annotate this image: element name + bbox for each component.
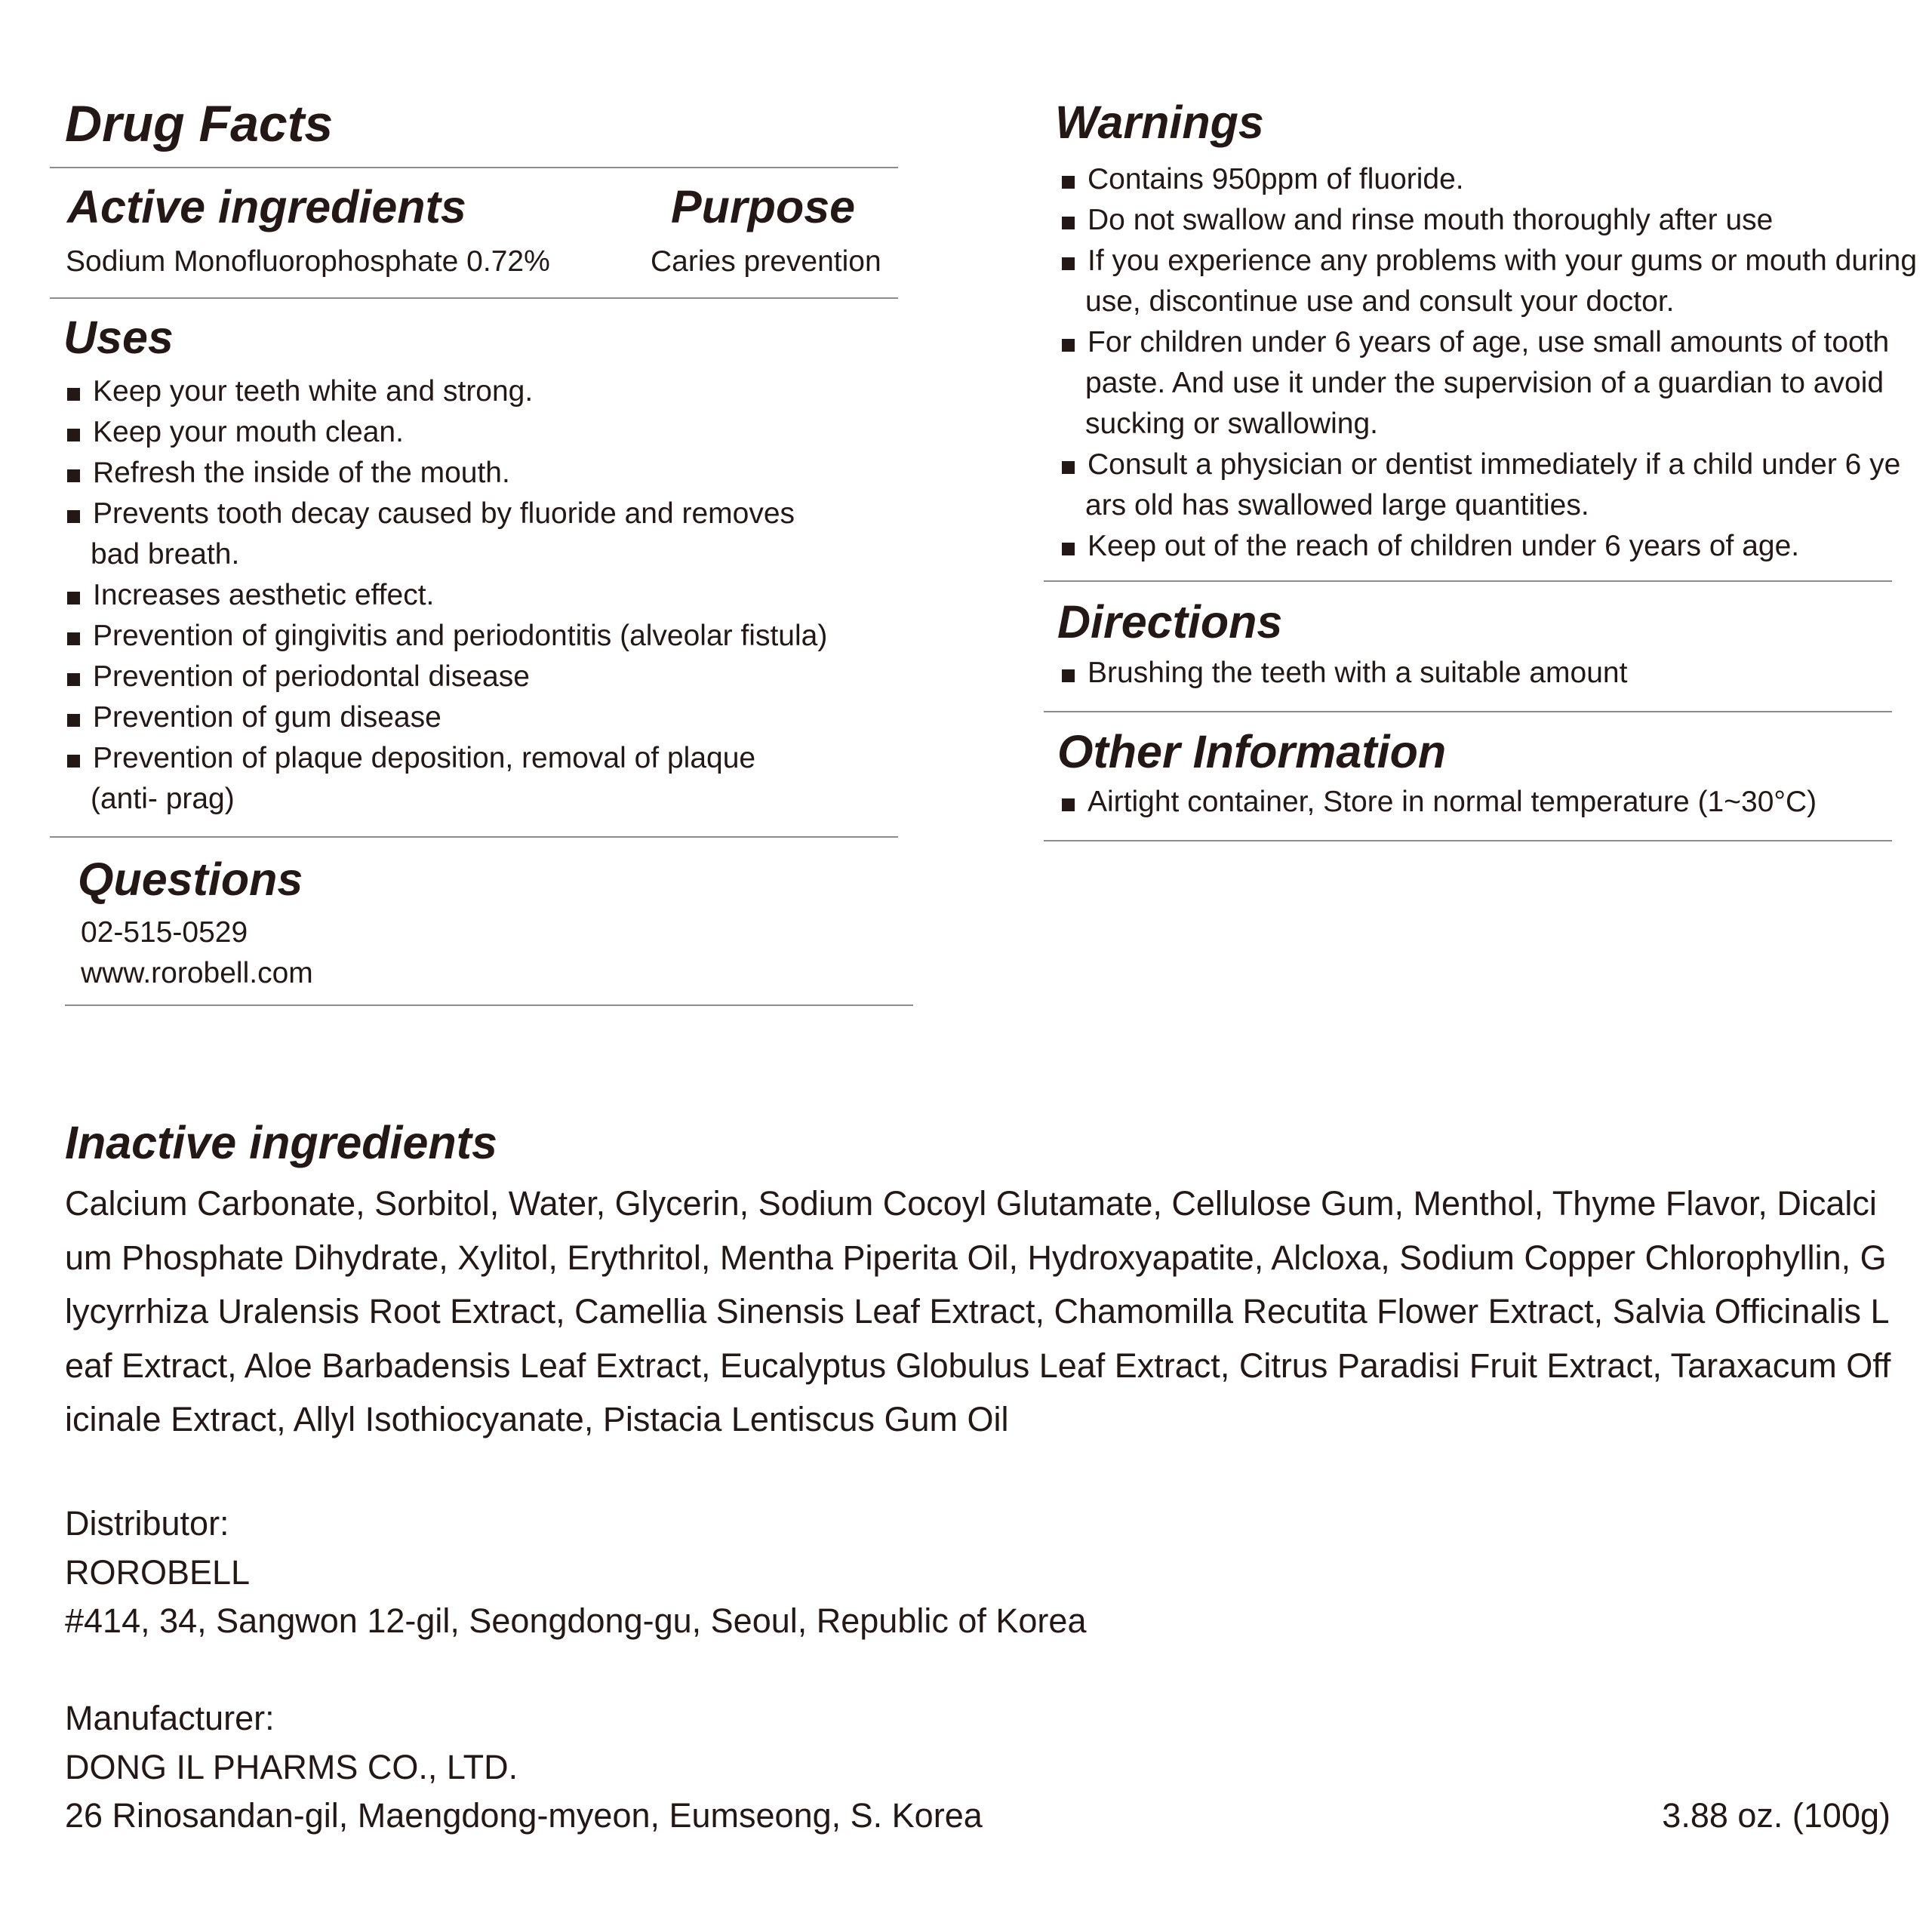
bullet-square-icon xyxy=(1062,339,1075,352)
list-item: Keep your teeth white and strong. xyxy=(66,371,827,412)
divider xyxy=(1044,580,1892,582)
uses-heading: Uses xyxy=(63,312,174,363)
list-item: Contains 950ppm of fluoride. xyxy=(1060,159,1917,200)
bullet-square-icon xyxy=(67,510,80,523)
warnings-heading: Warnings xyxy=(1055,97,1264,148)
list-item: Prevention of plaque deposition, removal of plaque xyxy=(66,738,827,779)
list-item: Prevention of periodontal disease xyxy=(66,657,827,697)
active-ingredient-value: Sodium Monofluorophosphate 0.72% xyxy=(66,245,550,278)
list-item: If you experience any problems with your gums or mouth during xyxy=(1060,241,1917,281)
list-item: For children under 6 years of age, use small amounts of tooth xyxy=(1060,322,1917,363)
distributor-address: #414, 34, Sangwon 12-gil, Seongdong-gu, Seoul, Republic of Korea xyxy=(65,1601,1087,1640)
divider xyxy=(50,836,898,838)
bullet-square-icon xyxy=(67,469,80,482)
bullet-square-icon xyxy=(67,429,80,441)
list-item: Increases aesthetic effect. xyxy=(66,575,827,616)
list-item: Prevents tooth decay caused by fluoride and removes xyxy=(66,494,827,534)
bullet-square-icon xyxy=(1062,798,1075,811)
list-item: Keep out of the reach of children under 6 years of age. xyxy=(1060,526,1917,567)
bullet-square-icon xyxy=(1062,669,1075,682)
distributor-name: ROROBELL xyxy=(65,1552,251,1592)
bullet-square-icon xyxy=(67,388,80,401)
bullet-square-icon xyxy=(67,714,80,727)
other-information-heading: Other Information xyxy=(1057,726,1447,777)
list-item-continuation: use, discontinue use and consult your doctor. xyxy=(1085,285,1675,318)
distributor-block xyxy=(65,1500,1086,1646)
bullet-square-icon xyxy=(1062,217,1075,229)
manufacturer-address: 26 Rinosandan-gil, Maengdong-myeon, Eumseong, S. Korea xyxy=(65,1796,983,1835)
distributor-label: Distributor: xyxy=(65,1504,229,1543)
directions-heading: Directions xyxy=(1057,596,1283,648)
list-item: Consult a physician or dentist immediately if a child under 6 ye xyxy=(1060,445,1917,485)
questions-website: www.rorobell.com xyxy=(81,957,313,989)
list-item: Prevention of gum disease xyxy=(66,697,827,738)
uses-list xyxy=(66,371,827,820)
list-item: Do not swallow and rinse mouth thoroughly after use xyxy=(1060,200,1917,241)
divider xyxy=(50,167,898,168)
manufacturer-name: DONG IL PHARMS CO., LTD. xyxy=(65,1747,518,1786)
manufacturer-block xyxy=(65,1694,983,1841)
list-item-continuation: paste. And use it under the supervision of a guardian to avoid xyxy=(1085,367,1884,399)
questions-phone: 02-515-0529 xyxy=(81,916,248,949)
list-item-continuation: bad breath. xyxy=(91,538,240,571)
bullet-square-icon xyxy=(1062,176,1075,189)
list-item-continuation: ars old has swallowed large quantities. xyxy=(1085,489,1589,521)
bullet-square-icon xyxy=(67,632,80,645)
bullet-square-icon xyxy=(67,673,80,686)
bullet-square-icon xyxy=(67,755,80,768)
questions-heading: Questions xyxy=(78,854,303,905)
bullet-square-icon xyxy=(1062,257,1075,270)
divider xyxy=(1044,711,1892,712)
bullet-square-icon xyxy=(1062,461,1075,474)
inactive-ingredients-text: Calcium Carbonate, Sorbitol, Water, Glycerin, Sodium Cocoyl Glutamate, Cellulose Gum, Menthol, Thyme Flavor, Dicalcium Phosphate Dihydrate, Xylitol, Erythritol, Mentha Piperita Oil, Hydroxyapatite, Alcloxa, Sodium Copper Chlorophyllin, Glycyrrhiza Uralensis Root Extract, Camellia Sinensis Leaf Extract, Chamomilla Recutita Flower Extract, Salvia Officinalis Leaf Extract, Aloe Barbadensis Leaf Extract, Eucalyptus Globulus Leaf Extract, Citrus Paradisi Fruit Extract, Taraxacum Officinale Extract, Allyl Isothiocyanate, Pistacia Lentiscus Gum Oil xyxy=(65,1184,1891,1438)
divider xyxy=(65,1004,913,1006)
active-ingredients-heading: Active ingredients xyxy=(67,181,466,232)
other-information-list xyxy=(1060,782,1817,823)
inactive-ingredients-heading: Inactive ingredients xyxy=(65,1117,497,1168)
purpose-heading: Purpose xyxy=(671,181,856,232)
bullet-square-icon xyxy=(1062,543,1075,555)
list-item: Airtight container, Store in normal temperature (1~30°C) xyxy=(1060,782,1817,823)
drug-facts-title: Drug Facts xyxy=(65,95,334,152)
net-weight: 3.88 oz. (100g) xyxy=(1662,1796,1890,1835)
list-item-continuation: sucking or swallowing. xyxy=(1085,408,1379,440)
divider xyxy=(50,297,898,299)
list-item: Refresh the inside of the mouth. xyxy=(66,453,827,494)
warnings-list xyxy=(1060,159,1917,567)
list-item: Prevention of gingivitis and periodontitis (alveolar fistula) xyxy=(66,616,827,657)
manufacturer-label: Manufacturer: xyxy=(65,1699,275,1737)
divider xyxy=(1044,840,1892,841)
purpose-value: Caries prevention xyxy=(651,245,881,278)
list-item: Keep your mouth clean. xyxy=(66,412,827,453)
list-item: Brushing the teeth with a suitable amount xyxy=(1060,653,1627,694)
list-item-continuation: (anti- prag) xyxy=(91,783,235,815)
bullet-square-icon xyxy=(67,592,80,605)
directions-list xyxy=(1060,653,1627,694)
